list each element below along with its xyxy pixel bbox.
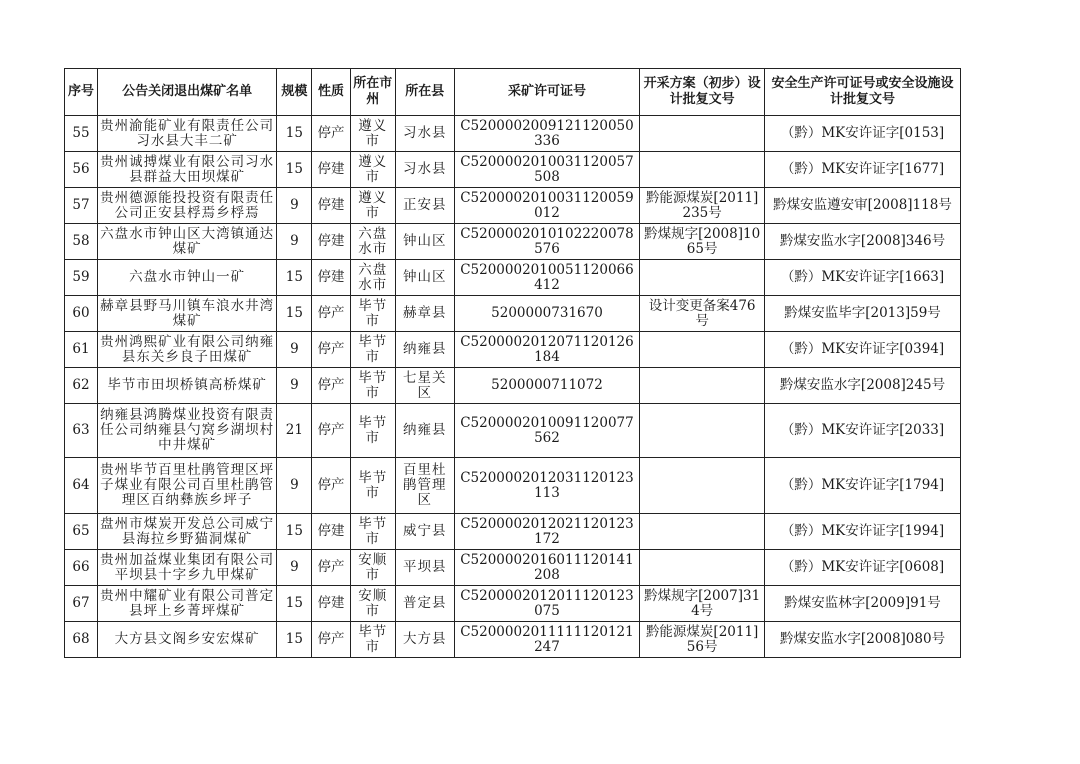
design-approval [640, 550, 765, 586]
header-design-approval: 开采方案（初步）设计批复文号 [640, 69, 765, 116]
mining-license: C5200002016011120141208 [454, 550, 640, 586]
county: 习水县 [395, 116, 454, 152]
header-county: 所在县 [395, 69, 454, 116]
safety-license: （黔）MK安许证字[1677] [765, 152, 961, 188]
city: 安顺市 [350, 550, 395, 586]
mine-name: 六盘水市钟山一矿 [97, 260, 276, 296]
nature: 停产 [312, 332, 350, 368]
scale: 9 [277, 224, 312, 260]
nature: 停产 [312, 458, 350, 514]
safety-license: 黔煤安监林字[2009]91号 [765, 586, 961, 622]
mining-license: C5200002010031120057508 [454, 152, 640, 188]
safety-license: 黔煤安监水字[2008]080号 [765, 622, 961, 658]
row-no: 65 [65, 514, 98, 550]
table-row [65, 296, 961, 332]
row-no: 59 [65, 260, 98, 296]
table-row [65, 260, 961, 296]
table-row [65, 586, 961, 622]
mine-name: 贵州诚搏煤业有限公司习水县群益大田坝煤矿 [97, 152, 276, 188]
safety-license: 黔煤安监毕字[2013]59号 [765, 296, 961, 332]
city: 六盘水市 [350, 224, 395, 260]
county: 纳雍县 [395, 404, 454, 458]
mine-name: 贵州中耀矿业有限公司普定县坪上乡菁坪煤矿 [97, 586, 276, 622]
header-row [65, 69, 961, 116]
design-approval: 黔能源煤炭[2011]56号 [640, 622, 765, 658]
scale: 15 [277, 152, 312, 188]
safety-license: 黔煤安监水字[2008]346号 [765, 224, 961, 260]
county: 平坝县 [395, 550, 454, 586]
mining-license: 5200000711072 [454, 368, 640, 404]
safety-license: （黔）MK安许证字[0153] [765, 116, 961, 152]
mining-license: C5200002010091120077562 [454, 404, 640, 458]
nature: 停建 [312, 260, 350, 296]
header-safety-license: 安全生产许可证号或安全设施设计批复文号 [765, 69, 961, 116]
design-approval [640, 458, 765, 514]
safety-license: （黔）MK安许证字[1794] [765, 458, 961, 514]
county: 大方县 [395, 622, 454, 658]
nature: 停产 [312, 116, 350, 152]
safety-license: （黔）MK安许证字[1663] [765, 260, 961, 296]
scale: 15 [277, 622, 312, 658]
mining-license: C5200002012021120123172 [454, 514, 640, 550]
table-row [65, 458, 961, 514]
header-city: 所在市州 [350, 69, 395, 116]
row-no: 55 [65, 116, 98, 152]
county: 普定县 [395, 586, 454, 622]
design-approval [640, 404, 765, 458]
design-approval: 黔煤规字[2007]314号 [640, 586, 765, 622]
nature: 停建 [312, 188, 350, 224]
mining-license: C5200002012071120126184 [454, 332, 640, 368]
design-approval: 黔能源煤炭[2011]235号 [640, 188, 765, 224]
mining-license: C5200002010051120066412 [454, 260, 640, 296]
county: 钟山区 [395, 260, 454, 296]
row-no: 67 [65, 586, 98, 622]
design-approval: 设计变更备案476号 [640, 296, 765, 332]
table-row [65, 152, 961, 188]
table-row [65, 332, 961, 368]
scale: 9 [277, 550, 312, 586]
county: 习水县 [395, 152, 454, 188]
mine-name: 贵州渝能矿业有限责任公司习水县大丰二矿 [97, 116, 276, 152]
header-scale: 规模 [277, 69, 312, 116]
row-no: 56 [65, 152, 98, 188]
safety-license: （黔）MK安许证字[1994] [765, 514, 961, 550]
design-approval [640, 514, 765, 550]
mine-name: 贵州毕节百里杜鹃管理区坪子煤业有限公司百里杜鹃管理区百纳彝族乡坪子 [97, 458, 276, 514]
city: 毕节市 [350, 368, 395, 404]
row-no: 63 [65, 404, 98, 458]
scale: 9 [277, 458, 312, 514]
table-row [65, 368, 961, 404]
table-row [65, 116, 961, 152]
safety-license: （黔）MK安许证字[2033] [765, 404, 961, 458]
scale: 9 [277, 188, 312, 224]
table-row [65, 404, 961, 458]
scale: 15 [277, 514, 312, 550]
mine-name: 毕节市田坝桥镇高桥煤矿 [97, 368, 276, 404]
design-approval [640, 332, 765, 368]
header-mine-name: 公告关闭退出煤矿名单 [97, 69, 276, 116]
county: 百里杜鹃管理区 [395, 458, 454, 514]
mining-license: 5200000731670 [454, 296, 640, 332]
city: 遵义市 [350, 116, 395, 152]
nature: 停产 [312, 550, 350, 586]
mining-license: C5200002009121120050336 [454, 116, 640, 152]
city: 遵义市 [350, 188, 395, 224]
nature: 停建 [312, 514, 350, 550]
mining-license: C5200002011111120121247 [454, 622, 640, 658]
design-approval [640, 152, 765, 188]
mine-name: 贵州德源能投投资有限责任公司正安县桴焉乡桴焉 [97, 188, 276, 224]
scale: 15 [277, 296, 312, 332]
table-row [65, 622, 961, 658]
nature: 停建 [312, 586, 350, 622]
scale: 9 [277, 368, 312, 404]
mine-name: 六盘水市钟山区大湾镇通达煤矿 [97, 224, 276, 260]
design-approval: 黔煤规字[2008]1065号 [640, 224, 765, 260]
design-approval [640, 116, 765, 152]
table-row [65, 188, 961, 224]
safety-license: （黔）MK安许证字[0394] [765, 332, 961, 368]
county: 正安县 [395, 188, 454, 224]
row-no: 66 [65, 550, 98, 586]
mine-name: 贵州加益煤业集团有限公司平坝县十字乡九甲煤矿 [97, 550, 276, 586]
table-row [65, 514, 961, 550]
mine-name: 贵州鸿熙矿业有限公司纳雍县东关乡良子田煤矿 [97, 332, 276, 368]
mining-license: C5200002012031120123113 [454, 458, 640, 514]
row-no: 62 [65, 368, 98, 404]
mine-name: 赫章县野马川镇车浪水井湾煤矿 [97, 296, 276, 332]
county: 纳雍县 [395, 332, 454, 368]
header-nature: 性质 [312, 69, 350, 116]
scale: 21 [277, 404, 312, 458]
row-no: 68 [65, 622, 98, 658]
safety-license: 黔煤安监水字[2008]245号 [765, 368, 961, 404]
row-no: 64 [65, 458, 98, 514]
row-no: 61 [65, 332, 98, 368]
city: 安顺市 [350, 586, 395, 622]
city: 毕节市 [350, 296, 395, 332]
mining-license: C5200002012011120123075 [454, 586, 640, 622]
mining-license: C5200002010031120059012 [454, 188, 640, 224]
scale: 9 [277, 332, 312, 368]
row-no: 60 [65, 296, 98, 332]
city: 毕节市 [350, 514, 395, 550]
design-approval [640, 260, 765, 296]
city: 毕节市 [350, 332, 395, 368]
coal-mine-closure-table [64, 68, 961, 658]
city: 毕节市 [350, 622, 395, 658]
nature: 停产 [312, 404, 350, 458]
mining-license: C5200002010102220078576 [454, 224, 640, 260]
row-no: 57 [65, 188, 98, 224]
county: 七星关区 [395, 368, 454, 404]
city: 遵义市 [350, 152, 395, 188]
nature: 停产 [312, 368, 350, 404]
mine-name: 盘州市煤炭开发总公司威宁县海拉乡野猫洞煤矿 [97, 514, 276, 550]
city: 毕节市 [350, 458, 395, 514]
mine-name: 大方县文阁乡安宏煤矿 [97, 622, 276, 658]
scale: 15 [277, 260, 312, 296]
city: 六盘水市 [350, 260, 395, 296]
nature: 停建 [312, 224, 350, 260]
nature: 停产 [312, 296, 350, 332]
safety-license: （黔）MK安许证字[0608] [765, 550, 961, 586]
design-approval [640, 368, 765, 404]
nature: 停建 [312, 152, 350, 188]
county: 赫章县 [395, 296, 454, 332]
table-row [65, 550, 961, 586]
city: 毕节市 [350, 404, 395, 458]
scale: 15 [277, 116, 312, 152]
row-no: 58 [65, 224, 98, 260]
nature: 停产 [312, 622, 350, 658]
county: 钟山区 [395, 224, 454, 260]
scale: 15 [277, 586, 312, 622]
table-row [65, 224, 961, 260]
safety-license: 黔煤安监遵安审[2008]118号 [765, 188, 961, 224]
mine-name: 纳雍县鸿腾煤业投资有限责任公司纳雍县勺窝乡湖坝村中井煤矿 [97, 404, 276, 458]
header-no: 序号 [65, 69, 98, 116]
header-mining-license: 采矿许可证号 [454, 69, 640, 116]
county: 威宁县 [395, 514, 454, 550]
